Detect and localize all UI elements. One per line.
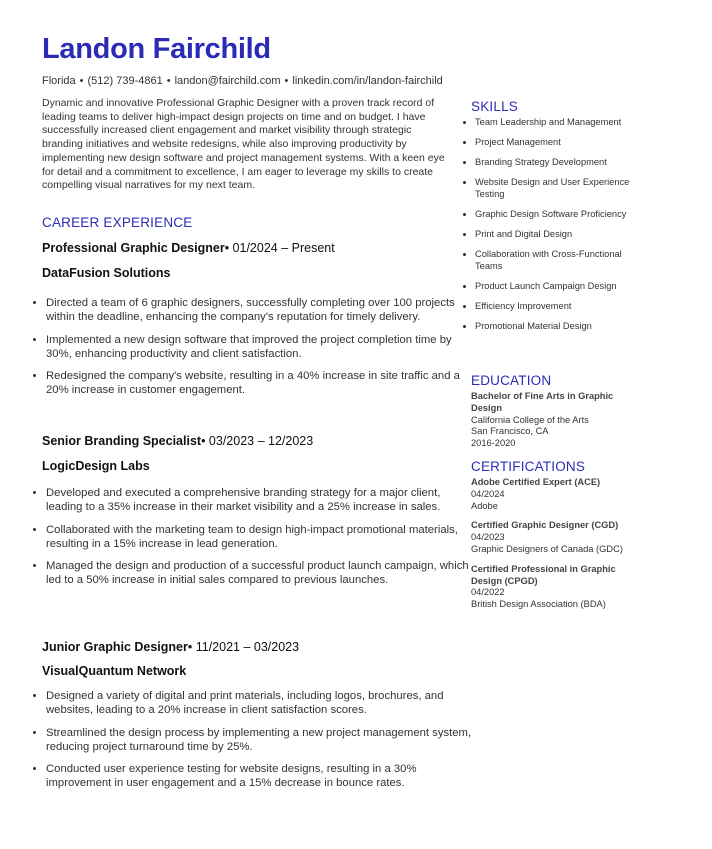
- job-title: Professional Graphic Designer: [42, 241, 225, 255]
- certifications-list: [471, 477, 631, 619]
- list-item: • Collaborated with the marketing team to design high-impact promotional materials, resulting in a 15% increase in lead generation.: [46, 523, 472, 552]
- certification-name: Adobe Certified Expert (ACE): [471, 477, 601, 487]
- certification-date: 04/2024: [471, 488, 505, 499]
- skill-item: • Team Leadership and Management: [475, 116, 645, 128]
- certification-issuer: British Design Association (BDA): [471, 599, 606, 610]
- company-name: VisualQuantum Network: [42, 664, 187, 678]
- job-title-line: [42, 241, 335, 255]
- list-item: • Developed and executed a comprehensive branding strategy for a major client, leading to a 35% increase in their market visibility and a 25% increase in sales.: [46, 486, 472, 515]
- contact-phone: (512) 739-4861: [87, 75, 163, 87]
- certification-item: [471, 477, 631, 512]
- education-years: 2016-2020: [471, 438, 516, 449]
- experience-heading: CAREER EXPERIENCE: [42, 215, 193, 230]
- school-location: San Francisco, CA: [471, 426, 549, 437]
- certification-item: [471, 520, 631, 555]
- certifications-heading: CERTIFICATIONS: [471, 459, 586, 474]
- certification-date: 04/2022: [471, 587, 505, 598]
- list-item: • Conducted user experience testing for website designs, resulting in a 30% improvement in user engagement and a 15% decrease in bounce rates.: [46, 762, 472, 791]
- contact-email: landon@fairchild.com: [174, 75, 281, 87]
- contact-separator: •: [284, 75, 289, 87]
- education-entry: [471, 391, 631, 450]
- education-heading: EDUCATION: [471, 373, 552, 388]
- job-title-line: [42, 434, 313, 448]
- job-bullets: [28, 689, 472, 799]
- list-item: • Managed the design and production of a successful product launch campaign, which led to a 50% increase in initial sales compared to previous launches.: [46, 559, 472, 588]
- skill-item: • Website Design and User Experience Testing: [475, 176, 645, 200]
- contact-linkedin: linkedin.com/in/landon-fairchild: [292, 75, 443, 87]
- skill-item: • Collaboration with Cross-Functional Teams: [475, 248, 645, 272]
- company-name: DataFusion Solutions: [42, 266, 171, 280]
- job-title: Senior Branding Specialist: [42, 434, 202, 448]
- list-item: • Designed a variety of digital and print materials, including logos, brochures, and websites, leading to a 20% increase in client satisfaction scores.: [46, 689, 472, 718]
- certification-date: 04/2023: [471, 532, 505, 543]
- job-bullets: [28, 486, 472, 596]
- certification-name: Certified Graphic Designer (CGD): [471, 520, 619, 531]
- professional-summary: Dynamic and innovative Professional Graphic Designer with a proven track record of leading teams to deliver high-impact design projects on time and on budget. I have successfully increased client engagement and market visibility through strategic branding initiatives and website redesigns, while also improving productivity by implementing new design software and project management systems. With a keen eye for detail and a commitment to excellence, I am eager to leverage my skills to create compelling visual narratives for my next team.: [42, 97, 445, 192]
- skill-item: • Promotional Material Design: [475, 320, 645, 332]
- contact-location: Florida: [42, 75, 76, 87]
- contact-line: [42, 75, 443, 87]
- candidate-name: Landon Fairchild: [42, 33, 271, 65]
- certification-issuer: Adobe: [471, 500, 498, 511]
- list-item: • Redesigned the company's website, resulting in a 40% increase in site traffic and a 20% increase in customer engagement.: [46, 369, 472, 398]
- degree: Bachelor of Fine Arts in Graphic Design: [471, 391, 614, 413]
- list-item: • Implemented a new design software that improved the project completion time by 30%, enhancing productivity and client satisfaction.: [46, 333, 472, 362]
- job-title: Junior Graphic Designer: [42, 640, 188, 654]
- contact-separator: •: [166, 75, 171, 87]
- skill-item: • Graphic Design Software Proficiency: [475, 208, 645, 220]
- certification-issuer: Graphic Designers of Canada (GDC): [471, 543, 623, 554]
- school: California College of the Arts: [471, 414, 589, 425]
- skill-item: • Project Management: [475, 136, 645, 148]
- job-dates: • 01/2024 – Present: [224, 241, 335, 255]
- skills-list: [458, 116, 645, 340]
- skills-heading: SKILLS: [471, 99, 518, 114]
- company-name: LogicDesign Labs: [42, 459, 150, 473]
- list-item: • Directed a team of 6 graphic designers, successfully completing over 100 projects within the deadline, enhancing the company's reputation for timely delivery.: [46, 296, 472, 325]
- contact-separator: •: [79, 75, 84, 87]
- skill-item: • Efficiency Improvement: [475, 300, 645, 312]
- job-bullets: [28, 296, 472, 406]
- job-dates: • 11/2021 – 03/2023: [187, 640, 300, 654]
- skill-item: • Branding Strategy Development: [475, 156, 645, 168]
- certification-name: Certified Professional in Graphic Design (CPGD): [471, 563, 616, 586]
- skill-item: • Print and Digital Design: [475, 228, 645, 240]
- job-title-line: [42, 640, 299, 654]
- skill-item: • Product Launch Campaign Design: [475, 280, 645, 292]
- certification-item: [471, 564, 631, 611]
- list-item: • Streamlined the design process by implementing a new project management system, reducing project turnaround time by 25%.: [46, 726, 472, 755]
- job-dates: • 03/2023 – 12/2023: [201, 434, 314, 448]
